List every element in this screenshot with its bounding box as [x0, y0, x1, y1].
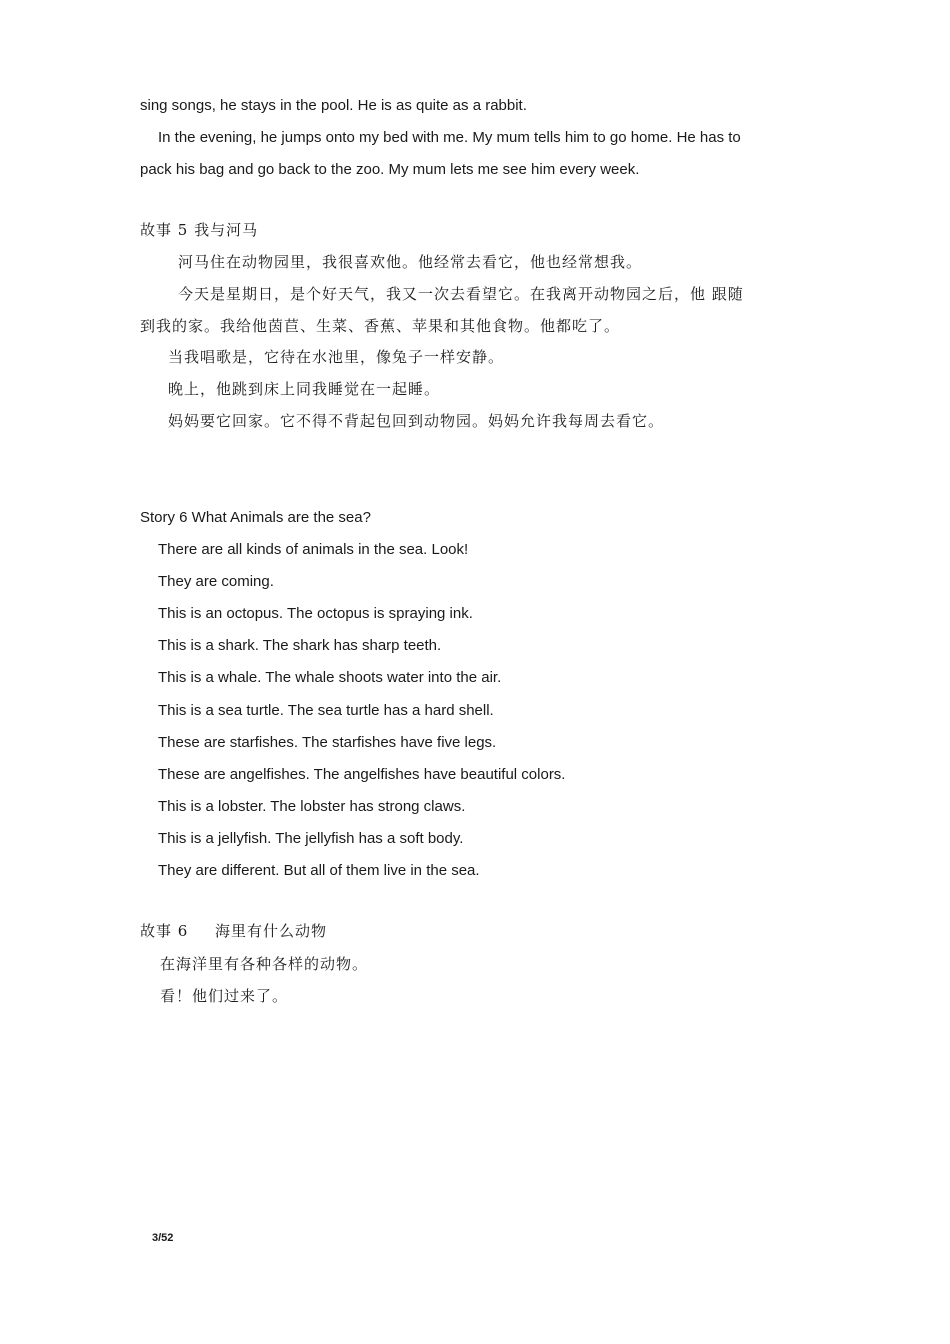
story6-en-line: This is an octopus. The octopus is spraying ink. — [158, 605, 473, 622]
story6-en-line: This is a jellyfish. The jellyfish has a soft body. — [158, 830, 464, 847]
story6-zh-line-2: 看！他们过来了。 — [160, 987, 289, 1005]
story5-zh-paragraph-3: 当我唱歌是，它待在水池里，像兔子一样安静。 — [168, 348, 505, 366]
story5-en-line-1: sing songs, he stays in the pool. He is as quite as a rabbit. — [140, 97, 527, 114]
story6-en-line: This is a lobster. The lobster has strong claws. — [158, 798, 466, 815]
story6-zh-line-1: 在海洋里有各种各样的动物。 — [160, 955, 369, 973]
story5-en-line-2: In the evening, he jumps onto my bed with me. My mum tells him to go home. He has to — [158, 129, 741, 146]
story6-en-line: There are all kinds of animals in the sea. Look! — [158, 541, 469, 558]
story6-en-line: This is a whale. The whale shoots water into the air. — [158, 669, 502, 686]
story5-en-line-3: pack his bag and go back to the zoo. My mum lets me see him every week. — [140, 161, 640, 178]
story6-en-line: These are angelfishes. The angelfishes have beautiful colors. — [158, 766, 566, 783]
story6-en-line: They are different. But all of them live in the sea. — [158, 862, 480, 879]
story6-zh-title-number: 故事 6 — [140, 922, 189, 940]
story6-en-line: They are coming. — [158, 573, 274, 590]
page-number: 3/52 — [152, 1232, 174, 1244]
story5-zh-paragraph-4: 晚上，他跳到床上同我睡觉在一起睡。 — [168, 380, 441, 398]
story6-en-line: This is a sea turtle. The sea turtle has a hard shell. — [158, 702, 494, 719]
story5-zh-paragraph-5: 妈妈要它回家。它不得不背起包回到动物园。妈妈允许我每周去看它。 — [168, 412, 665, 430]
story5-zh-paragraph-2-line-1: 今天是星期日，是个好天气，我又一次去看望它。在我离开动物园之后，他 跟随 — [178, 285, 744, 303]
story5-zh-paragraph-1: 河马住在动物园里，我很喜欢他。他经常去看它，他也经常想我。 — [178, 253, 643, 271]
story5-zh-paragraph-2-line-2: 到我的家。我给他茵苣、生菜、香蕉、苹果和其他食物。他都吃了。 — [140, 317, 621, 335]
story6-en-line: This is a shark. The shark has sharp teeth. — [158, 637, 442, 654]
story6-en-line: These are starfishes. The starfishes have five legs. — [158, 734, 497, 751]
story6-zh-title-text: 海里有什么动物 — [215, 922, 328, 940]
story6-en-title: Story 6 What Animals are the sea? — [140, 509, 371, 526]
story5-zh-title: 故事 5 我与河马 — [140, 221, 259, 239]
